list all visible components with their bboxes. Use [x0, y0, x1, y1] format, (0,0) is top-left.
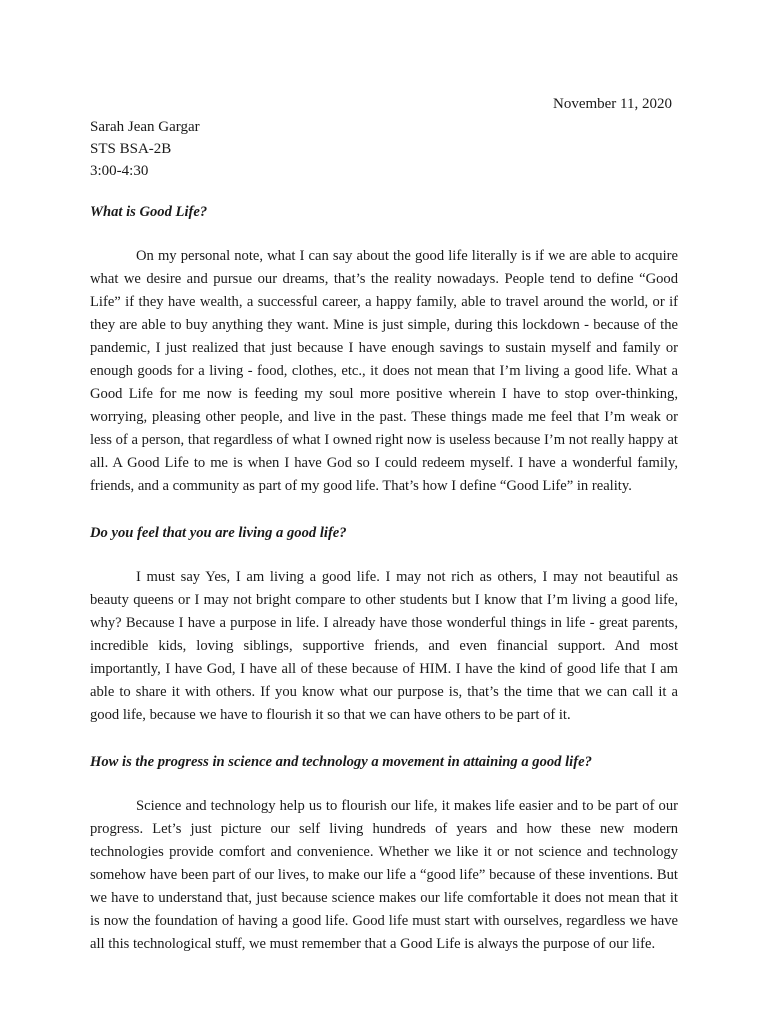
section-what-is-good-life — [90, 200, 678, 498]
document-body — [90, 200, 678, 979]
author-class: STS BSA-2B — [90, 141, 172, 157]
section-heading: How is the progress in science and technology a movement in attaining a good life? — [90, 754, 592, 770]
section-paragraph: On my personal note, what I can say about the good life literally is if we are able to acquire what we desire and pursue our dreams, that’s the reality nowadays. People tend to define “Good Life” if they have wealth, a successful career, a happy family, able to travel around the world, or if they are able to buy anything they want. Mine is just simple, during this lockdown - because of the pandemic, I just realized that just because I have enough savings to sustain myself and family or enough goods for a living - food, clothes, etc., it does not mean that I’m living a good life. What a Good Life for me now is feeding my soul more positive wherein I have to stop over-thinking, worrying, pleasing other people, and live in the past. These things made me feel that I’m weak or less of a person, that regardless of what I owned right now is useless because I’m not really happy at all. A Good Life to me is when I have God so I could redeem myself. I have a wonderful family, friends, and a community as part of my good life. That’s how I define “Good Life” in reality. — [90, 248, 678, 494]
section-living-good-life — [90, 521, 678, 727]
section-heading: Do you feel that you are living a good life? — [90, 525, 347, 541]
section-science-technology — [90, 750, 678, 956]
section-paragraph: Science and technology help us to flourish our life, it makes life easier and to be part of our progress. Let’s just picture our self living hundreds of years and how these new modern technologies provide comfort and convenience. Whether we like it or not science and technology somehow have been part of our lives, to make our life a “good life” because of these inventions. But we have to understand that, just because science makes our life comfortable it does not mean that it is now the foundation of having a good life. Good life must start with ourselves, regardless we have all this technological stuff, we must remember that a Good Life is always the purpose of our life. — [90, 798, 678, 952]
author-name: Sarah Jean Gargar — [90, 119, 200, 135]
document-date: November 11, 2020 — [552, 96, 672, 112]
section-paragraph: I must say Yes, I am living a good life. I may not rich as others, I may not beautiful as beauty queens or I may not bright compare to other students but I know that I’m living a good life, why? Because I have a purpose in life. I already have those wonderful things in life - great parents, incredible kids, loving siblings, supportive friends, and even financial support. And most importantly, I have God, I have all of these because of HIM. I have the kind of good life that I am able to share it with others. If you know what our purpose is, that’s the time that we can call it a good life, because we have to flourish it so that we can have others to be part of it. — [90, 569, 678, 723]
author-time: 3:00-4:30 — [90, 163, 149, 179]
section-heading: What is Good Life? — [90, 204, 208, 220]
author-block — [90, 116, 200, 182]
